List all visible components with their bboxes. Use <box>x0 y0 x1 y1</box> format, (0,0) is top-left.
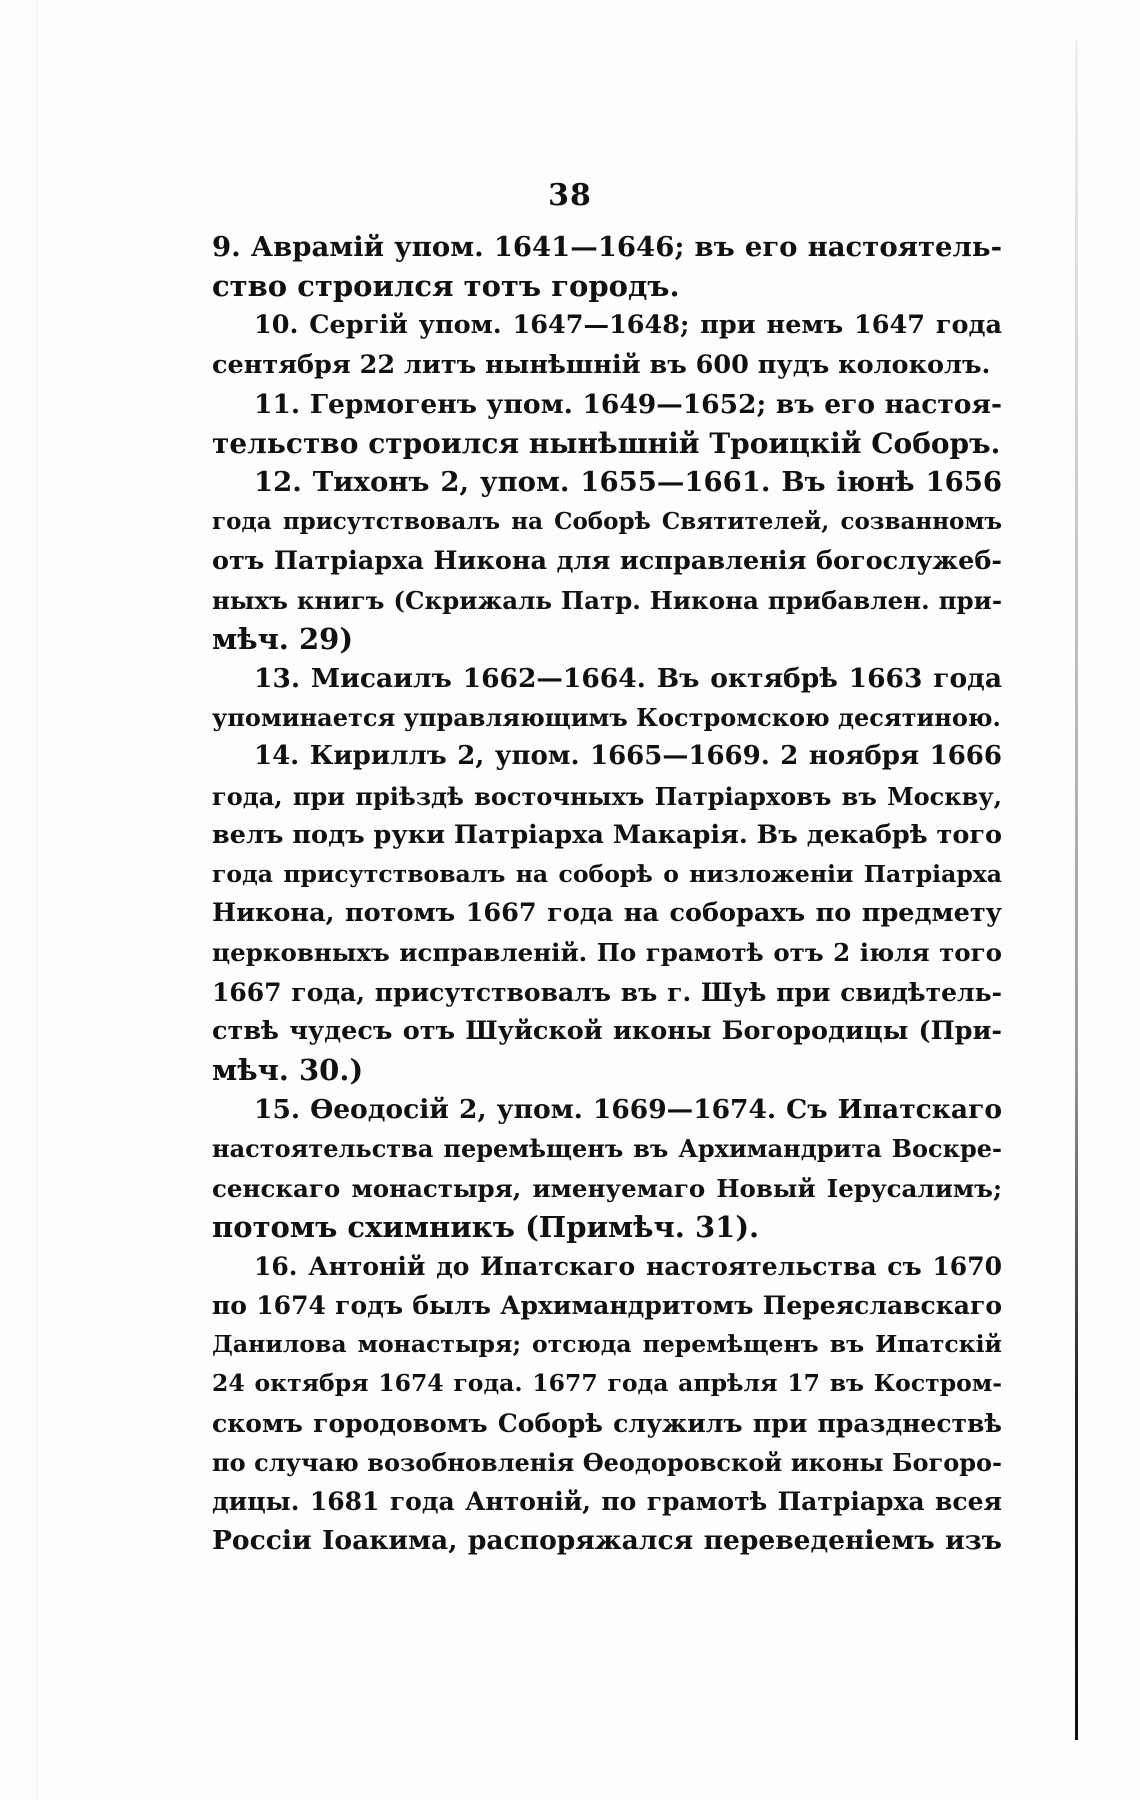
text-line: года, при пріѣздѣ восточныхъ Патріарховъ въ Москву, <box>212 781 1002 811</box>
scan-left-edge <box>36 0 37 1800</box>
scan-right-edge <box>1075 40 1078 1740</box>
text-line: сентября 22 литъ нынѣшній въ 600 пудъ колоколъ. <box>212 349 991 380</box>
text-line: Данилова монастыря; отсюда перемѣщенъ въ Ипатскій <box>212 1330 1002 1359</box>
text-line: велъ подъ руки Патріарха Макарія. Въ декабрѣ того <box>212 819 1002 850</box>
text-line: Россіи Іоакима, распоряжался переведеніемъ изъ <box>212 1525 1002 1557</box>
text-line: сенскаго монастыря, именуемаго Новый Іерусалимъ; <box>212 1173 1002 1203</box>
text-line: Никона, потомъ 1667 года на соборахъ по предмету <box>212 898 1002 929</box>
text-line: ство строился тотъ городъ. <box>212 269 680 304</box>
text-line: года присутствовалъ на Соборѣ Святителей, созванномъ <box>212 508 1002 536</box>
text-line: 13. Мисаилъ 1662—1664. Въ октябрѣ 1663 года <box>254 663 1002 695</box>
body-text <box>212 228 1002 1560</box>
text-line: тельство строился нынѣшній Троицкій Соборъ. <box>212 426 1001 460</box>
text-line: года присутствовалъ на соборѣ о низложеніи Патріарха <box>212 860 1002 888</box>
text-line: 15. Ѳеодосій 2, упом. 1669—1674. Съ Ипатскаго <box>254 1094 1002 1126</box>
text-line: мѣч. 30.) <box>212 1052 364 1087</box>
text-line: церковныхъ исправленій. По грамотѣ отъ 2 іюля того <box>212 938 1002 968</box>
text-line: отъ Патріарха Никона для исправленія богослужеб- <box>212 545 1002 576</box>
text-line: настоятельства перемѣщенъ въ Архимандрита Воскре- <box>212 1134 1002 1164</box>
text-line: 11. Гермогенъ упом. 1649—1652; въ его настоя- <box>254 388 1002 420</box>
text-line: упоминается управляющимъ Костромскою десятиною. <box>212 703 1001 733</box>
text-line: потомъ схимникъ (Примѣч. 31). <box>212 1209 760 1244</box>
text-line: 14. Кириллъ 2, упом. 1665—1669. 2 ноября 1666 <box>254 741 1002 772</box>
text-line: 1667 года, присутствовалъ въ г. Шуѣ при свидѣтель- <box>212 977 1002 1007</box>
text-line: по случаю возобновленія Ѳеодоровской иконы Богоро- <box>212 1447 1002 1477</box>
text-line: по 1674 годъ былъ Архимандритомъ Переяславскаго <box>212 1291 1002 1321</box>
text-line: 10. Сергій упом. 1647—1648; при немъ 1647 года <box>254 310 1002 341</box>
text-line: 16. Антоній до Ипатскаго настоятельства съ 1670 <box>254 1251 1002 1281</box>
text-line: скомъ городовомъ Соборѣ служилъ при празднествѣ <box>212 1408 1002 1438</box>
text-line: мѣч. 29) <box>212 621 354 656</box>
text-line: 24 октября 1674 года. 1677 года апрѣля 17 въ Костром- <box>212 1369 1002 1398</box>
text-line: ствѣ чудесъ отъ Шуйской иконы Богородицы (При- <box>212 1015 1002 1046</box>
text-line: 12. Тихонъ 2, упом. 1655—1661. Въ іюнѣ 1656 <box>254 466 1002 499</box>
page-number: 38 <box>548 178 592 213</box>
text-line: дицы. 1681 года Антоній, по грамотѣ Патріарха всея <box>212 1487 1002 1516</box>
text-line: 9. Аврамій упом. 1641—1646; въ его настоятель- <box>212 231 1002 263</box>
text-line: ныхъ книгъ (Скрижаль Патр. Никона прибавлен. при- <box>212 585 1002 615</box>
